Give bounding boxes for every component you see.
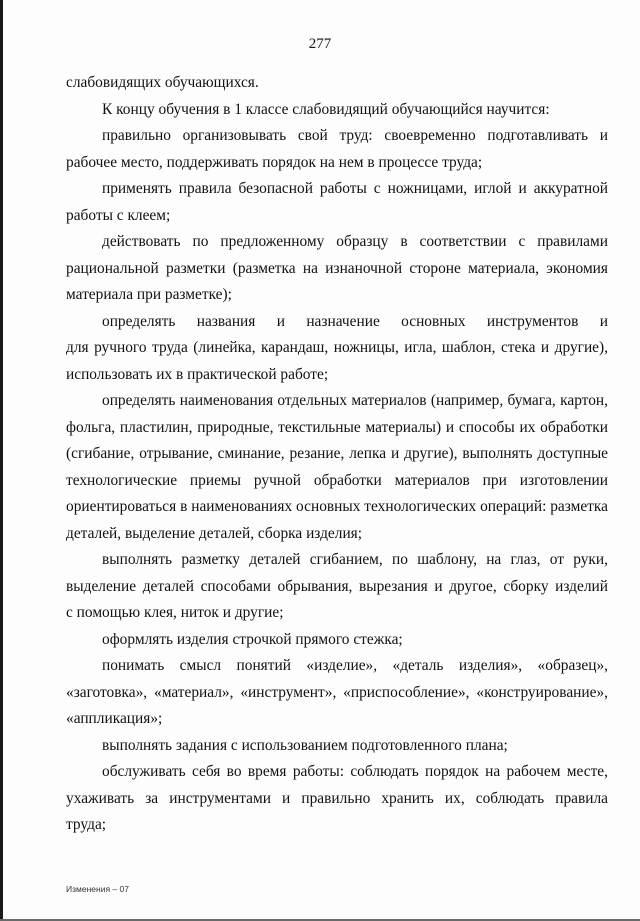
scan-edge-left <box>0 0 3 921</box>
text-line: труда; <box>66 816 107 833</box>
text-line: К концу обучения в 1 классе слабовидящий обучающийся научится: <box>102 100 550 118</box>
text-line: выполнять задания с использованием подготовленного плана; <box>102 736 508 754</box>
text-line: оформлять изделия строчкой прямого стежка; <box>102 630 403 648</box>
text-line: деталей, выделение деталей, сборка изделия; <box>66 524 363 542</box>
text-line: (сгибание, отрывание, сминание, резание, лепка и другие), выполнять доступные <box>66 445 608 462</box>
text-line: с помощью клея, ниток и другие; <box>66 604 284 621</box>
text-line: ухаживать за инструментами и правильно хранить их, соблюдать правила <box>66 789 608 807</box>
text-line: «аппликация»; <box>66 710 163 727</box>
text-line: действовать по предложенному образцу в соответствии с правилами <box>102 233 608 250</box>
text-line: применять правила безопасной работы с ножницами, иглой и аккуратной <box>102 180 608 197</box>
text-line: материала при разметке); <box>66 286 232 303</box>
text-line: обслуживать себя во время работы: соблюдать порядок на рабочем месте, <box>102 763 608 780</box>
page-number: 277 <box>308 36 332 52</box>
text-line: ориентироваться в наименованиях основных технологических операций: разметка <box>66 498 608 515</box>
text-line: фольга, пластилин, природные, текстильные материалы) и способы их обработки <box>66 418 608 436</box>
text-line: технологические приемы ручной обработки материалов при изготовлении <box>66 471 608 489</box>
footer-note: Изменения – 07 <box>66 884 129 894</box>
text-line: использовать их в практической работе; <box>66 365 329 383</box>
text-line: «заготовка», «материал», «инструмент», «приспособление», «конструирование», <box>66 683 608 701</box>
text-line: рациональной разметки (разметка на изнаночной стороне материала, экономия <box>66 259 608 277</box>
text-line: рабочее место, поддерживать порядок на нем в процессе труда; <box>66 153 483 171</box>
text-line: для ручного труда (линейка, карандаш, ножницы, игла, шаблон, стека и другие), <box>66 339 608 356</box>
text-line: выделение деталей способами обрывания, вырезания и другое, сборку изделий <box>66 577 608 595</box>
text-line: работы с клеем; <box>66 206 171 224</box>
text-line: правильно организовывать свой труд: своевременно подготавливать и <box>102 127 608 144</box>
text-line: понимать смысл понятий «изделие», «деталь изделия», «образец», <box>102 657 608 674</box>
text-line: слабовидящих обучающихся. <box>66 74 259 91</box>
text-line: определять названия и назначение основных инструментов и <box>102 312 608 330</box>
body-text <box>66 70 608 839</box>
text-line: определять наименования отдельных материалов (например, бумага, картон, <box>102 392 608 409</box>
text-line: выполнять разметку деталей сгибанием, по шаблону, на глаз, от руки, <box>102 551 608 568</box>
